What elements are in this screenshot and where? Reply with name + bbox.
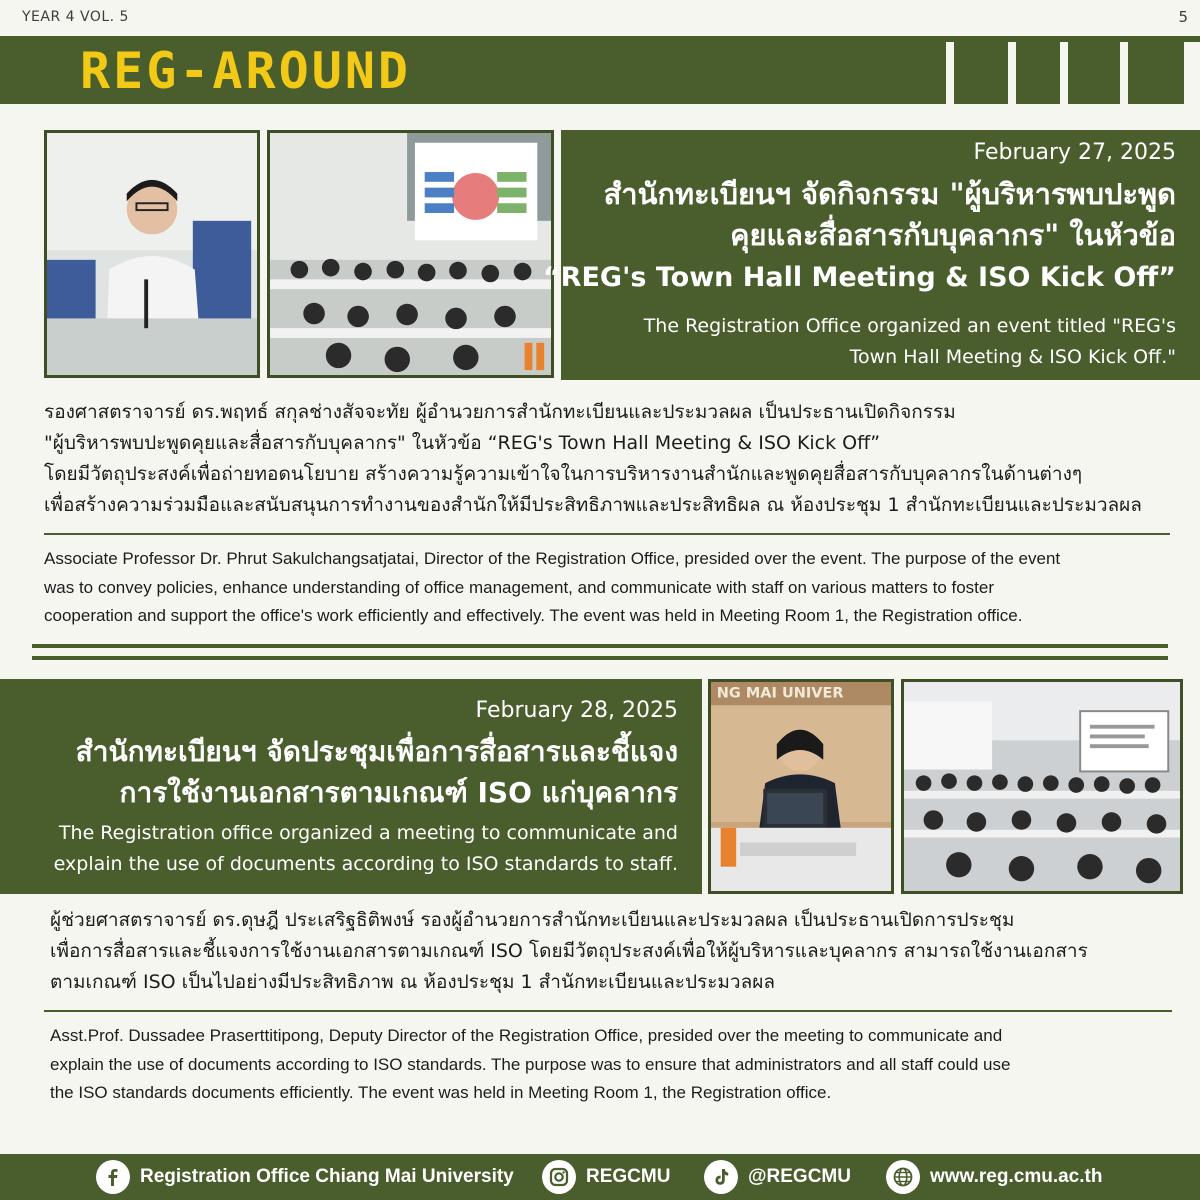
article2-body-th-line: ผู้ช่วยศาสตราจารย์ ดร.ดุษฎี ประเสริฐธิติพงษ์ รองผู้อำนวยการสำนักทะเบียนและประมวลผล เป็นประธานเปิดการประชุม	[50, 909, 1015, 931]
page-number: 5	[1178, 8, 1188, 26]
article1-body-th	[44, 397, 1169, 521]
article1-title-th-line2: คุยและสื่อสารกับบุคลากร" ในหัวข้อ	[730, 218, 1176, 252]
article2-title-th-line1: สำนักทะเบียนฯ จัดประชุมเพื่อการสื่อสารและชี้แจง	[75, 735, 678, 768]
article2-body-th-line: ตามเกณฑ์ ISO เป็นไปอย่างมีประสิทธิภาพ ณ ห้องประชุม 1 สำนักทะเบียนและประมวลผล	[50, 971, 776, 993]
section-banner	[0, 36, 1200, 104]
photo-meeting-room-1	[267, 130, 554, 378]
article1-subtitle-en	[644, 311, 1176, 373]
footer-tiktok-label: @REGCMU	[748, 1166, 851, 1187]
banner-decor-bar	[1120, 42, 1128, 104]
article2-body-en	[50, 1022, 1180, 1108]
divider-double-top	[32, 644, 1168, 648]
divider-double-bottom	[32, 656, 1168, 660]
section-title: REG-AROUND	[80, 42, 412, 100]
article1-header-panel	[542, 130, 1200, 380]
banner-decor-bar	[946, 42, 954, 104]
banner-decor-bar	[1184, 42, 1200, 104]
footer-facebook-label: Registration Office Chiang Mai University	[140, 1166, 514, 1187]
article1-body-th-line: โดยมีวัตถุประสงค์เพื่อถ่ายทอดนโยบาย สร้างความรู้ความเข้าใจในการบริหารงานสำนักและพูดคุยสื่อสารกับบุคลากรในด้านต่างๆ	[44, 463, 1083, 485]
article2-subtitle-en-line2: explain the use of documents according to ISO standards to staff.	[53, 853, 678, 875]
article1-body-en	[44, 545, 1174, 631]
footer-facebook-link[interactable]	[96, 1159, 514, 1195]
divider-thin	[44, 533, 1170, 535]
article1-title-th-line1: สำนักทะเบียนฯ จัดกิจกรรม "ผู้บริหารพบปะพูด	[603, 177, 1176, 211]
article2-header-panel	[0, 679, 702, 894]
facebook-icon	[96, 1160, 130, 1194]
globe-icon	[886, 1160, 920, 1194]
article2-body-en-line: the ISO standards documents efficiently. The event was held in Meeting Room 1, the Registration office.	[50, 1083, 832, 1102]
banner-decor-bar	[1060, 42, 1068, 104]
article2-body-th-line: เพื่อการสื่อสารและชี้แจงการใช้งานเอกสารตามเกณฑ์ ISO โดยมีวัตถุประสงค์เพื่อให้ผู้บริหารและบุคลากร สามารถใช้งานเอกสาร	[50, 940, 1088, 962]
tiktok-icon	[704, 1160, 738, 1194]
photo-speaker-director	[44, 130, 260, 378]
article1-subtitle-en-line1: The Registration Office organized an event titled "REG's	[643, 315, 1176, 337]
article1-title-en: “REG's Town Hall Meeting & ISO Kick Off”	[542, 262, 1176, 293]
footer-bar	[0, 1154, 1200, 1200]
article1-body-th-line: รองศาสตราจารย์ ดร.พฤทธ์ สกุลช่างสัจจะทัย ผู้อำนวยการสำนักทะเบียนและประมวลผล เป็นประธานเปิดกิจกรรม	[44, 401, 956, 423]
article1-date: February 27, 2025	[973, 140, 1176, 165]
article1-body-en-line: cooperation and support the office's work efficiently and effectively. The event was held in Meeting Room 1, the Registration office.	[44, 606, 1023, 625]
article2-subtitle-en	[54, 818, 678, 880]
banner-decor-bar	[1008, 42, 1016, 104]
article1-body-th-line: เพื่อสร้างความร่วมมือและสนับสนุนการทำงานของสำนักให้มีประสิทธิภาพและประสิทธิผล ณ ห้องประชุม 1 สำนักทะเบียนและประมวลผล	[44, 494, 1142, 516]
article1-title-th	[604, 174, 1176, 256]
article1-body-en-line: Associate Professor Dr. Phrut Sakulchangsatjatai, Director of the Registration Office, presided over the event. The purpose of the event	[44, 549, 1061, 568]
article1-body-th-line: "ผู้บริหารพบปะพูดคุยและสื่อสารกับบุคลากร" ในหัวข้อ “REG's Town Hall Meeting & ISO Kick Off”	[44, 432, 881, 454]
article2-subtitle-en-line1: The Registration office organized a meeting to communicate and	[58, 822, 678, 844]
photo-meeting-room-2	[901, 679, 1183, 894]
article2-body-en-line: Asst.Prof. Dussadee Praserttitipong, Deputy Director of the Registration Office, presided over the meeting to communicate and	[50, 1026, 1003, 1045]
issue-label: YEAR 4 VOL. 5	[22, 9, 129, 25]
footer-instagram-label: REGCMU	[586, 1166, 671, 1187]
article1-body-en-line: was to convey policies, enhance understanding of office management, and communicate with staff on various matters to foster	[44, 577, 995, 597]
article2-body-en-line: explain the use of documents according to ISO standards. The purpose was to ensure that administrators and all staff could use	[50, 1054, 1011, 1074]
footer-website-link[interactable]	[886, 1159, 1102, 1195]
footer-instagram-link[interactable]	[542, 1159, 670, 1195]
article2-date: February 28, 2025	[475, 698, 678, 723]
article2-body-th	[50, 905, 1175, 998]
article2-title-th	[76, 731, 678, 813]
photo-banner-text: NG MAI UNIVER	[716, 685, 844, 702]
article2-title-th-line2: การใช้งานเอกสารตามเกณฑ์ ISO แก่บุคลากร	[119, 776, 678, 809]
photo-speaker-deputy	[708, 679, 894, 894]
instagram-icon	[542, 1160, 576, 1194]
footer-website-label: www.reg.cmu.ac.th	[930, 1166, 1103, 1187]
divider-thin	[44, 1010, 1172, 1012]
footer-tiktok-link[interactable]	[704, 1159, 851, 1195]
article1-subtitle-en-line2: Town Hall Meeting & ISO Kick Off."	[849, 346, 1176, 368]
